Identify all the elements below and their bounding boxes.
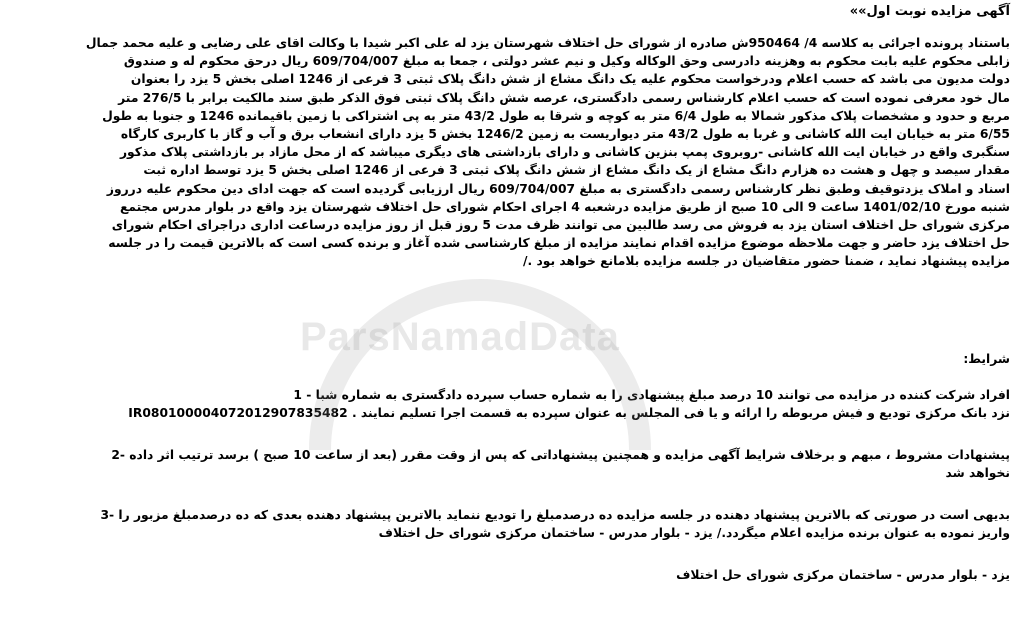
body-line: باستناد پرونده اجرائی به کلاسه 4/ 950464ش صادره از شورای حل اختلاف شهرستان یزد له علی اکبر شیدا با وکالت اقای علی رضایی و علیه محمد جمال [85, 36, 1010, 50]
body-line: مقدار سیصد و چهل و هشت ده هزارم دانگ مشاع از یک دانگ مشاع از شش دانگ پلاک ثبتی 3 فرعی از 1246 اصلی بخش 5 یزد توسط اداره ثبت [143, 163, 1010, 178]
condition-1 [10, 386, 1010, 422]
body-line: مرکزی شورای حل اختلاف استان یزد به فروش می رسد طالبین می توانند ظرف مدت 5 روز قبل از روز مزایده درساعت اداری دراجرای احکام شورای [111, 218, 1010, 233]
condition-line: افراد شرکت کننده در مزایده می توانند 10 درصد مبلغ پیشنهادی را به شماره حساب سپرده دادگستری به شماره شبا - 1 [293, 388, 1010, 402]
body-line: سنگبری واقع در خیابان ایت الله کاشانی -روبروی پمپ بنزین کاشانی و دارای بازداشتی های دیگری میباشد که از محل مازاد بر بازداشتی پلاک مذکور [119, 145, 1010, 160]
body-line: شنبه مورخ 1401/02/10 ساعت 9 الی 10 صبح از طریق مزایده درشعبه 4 اجرای احکام شورای حل اختلاف شهرستان یزد واقع در بلوار مدرس مجتمع [120, 199, 1010, 214]
body-line: اسناد و املاک یزدتوقیف وطبق نظر کارشناس رسمی دادگستری به مبلغ 609/704/007 ریال ارزیابی گردیده است که جهت ادای دین محکوم علیه درروز [106, 181, 1010, 196]
body-line: حل اختلاف یزد حاضر و جهت ملاحظه موضوع مزایده اقدام نمایند مزایده از مبلغ کارشناسی شده آغاز و برنده کسی است که بالاترین قیمت را در جلسه [108, 236, 1010, 251]
body-line: دولت مدیون می باشد که حسب اعلام ودرخواست محکوم علیه یک دانگ مشاع از شش دانگ پلاک ثبتی 3 فرعی از 1246 اصلی بخش 5 یزد را بعنوان [130, 72, 1010, 87]
condition-2 [10, 446, 1010, 482]
body-line: مال خود معرفی نموده است که حسب اعلام کارشناس رسمی دادگستری، عرصه شش دانگ پلاک ثبتی فوق الذکر طبق سند مالکیت برابر با 276/5 متر [118, 90, 1010, 105]
condition-line: پیشنهادات مشروط ، مبهم و برخلاف شرایط آگهی مزایده و همچنین پیشنهاداتی که پس از وقت مقرر (بعد از ساعت 10 صبح ) برسد ترتیب اثر داده -2 [111, 448, 1010, 462]
body-line: 6/55 متر به خیابان ایت الله کاشانی و غربا به طول 43/2 متر دیواریست به زمین 1246/2 بخش 5 یزد دارای انشعاب برق و آب و گاز با کاربری کارگاه [120, 127, 1010, 142]
condition-line: نزد بانک مرکزی تودیع و فیش مربوطه را ارائه و یا فی المجلس به عنوان سپرده به قسمت اجرا تسلیم نمایند . IR080100004072012907835482 [128, 406, 1010, 421]
watermark-text: ParsNamadData [300, 315, 620, 359]
condition-3 [10, 506, 1010, 542]
notice-title: آگهی مزایده نوبت اول»» [849, 4, 1010, 19]
body-line: مزایده پیشنهاد نماید ، ضمنا حضور متقاضیان در جلسه مزایده بلامانع خواهد بود ./ [523, 254, 1010, 269]
body-line: مربع و حدود و مشخصات پلاک مذکور شمالا به طول 6/4 متر به کوچه و شرقا به طول 43/2 متر به پی اشتراکی با زمین باقیمانده 1246 و جنوبا به طول [102, 108, 1010, 123]
body-line: زابلی محکوم علیه بابت محکوم به وهزینه دادرسی وحق الوکاله وکیل و نیم عشر دولتی ، جمعا به مبلغ 609/704/007 ریال درحق محکوم له و صندوق [123, 54, 1010, 69]
conditions-heading: شرایط: [963, 352, 1010, 366]
signature-line: یزد - بلوار مدرس - ساختمان مرکزی شورای حل اختلاف [676, 568, 1010, 582]
notice-body-paragraph [10, 34, 1010, 271]
condition-line: واریز نموده به عنوان برنده مزایده اعلام میگردد./ یزد - بلوار مدرس - ساختمان مرکزی شورای حل اختلاف [378, 526, 1010, 541]
condition-line: نخواهد شد [945, 466, 1010, 481]
auction-notice-document [8, 0, 1016, 633]
condition-line: بدیهی است در صورتی که بالاترین پیشنهاد دهنده در جلسه مزایده ده درصدمبلغ را تودیع ننماید بالاترین پیشنهاد دهنده بعدی که ده درصدمبلغ مزبور را -3 [100, 508, 1010, 522]
